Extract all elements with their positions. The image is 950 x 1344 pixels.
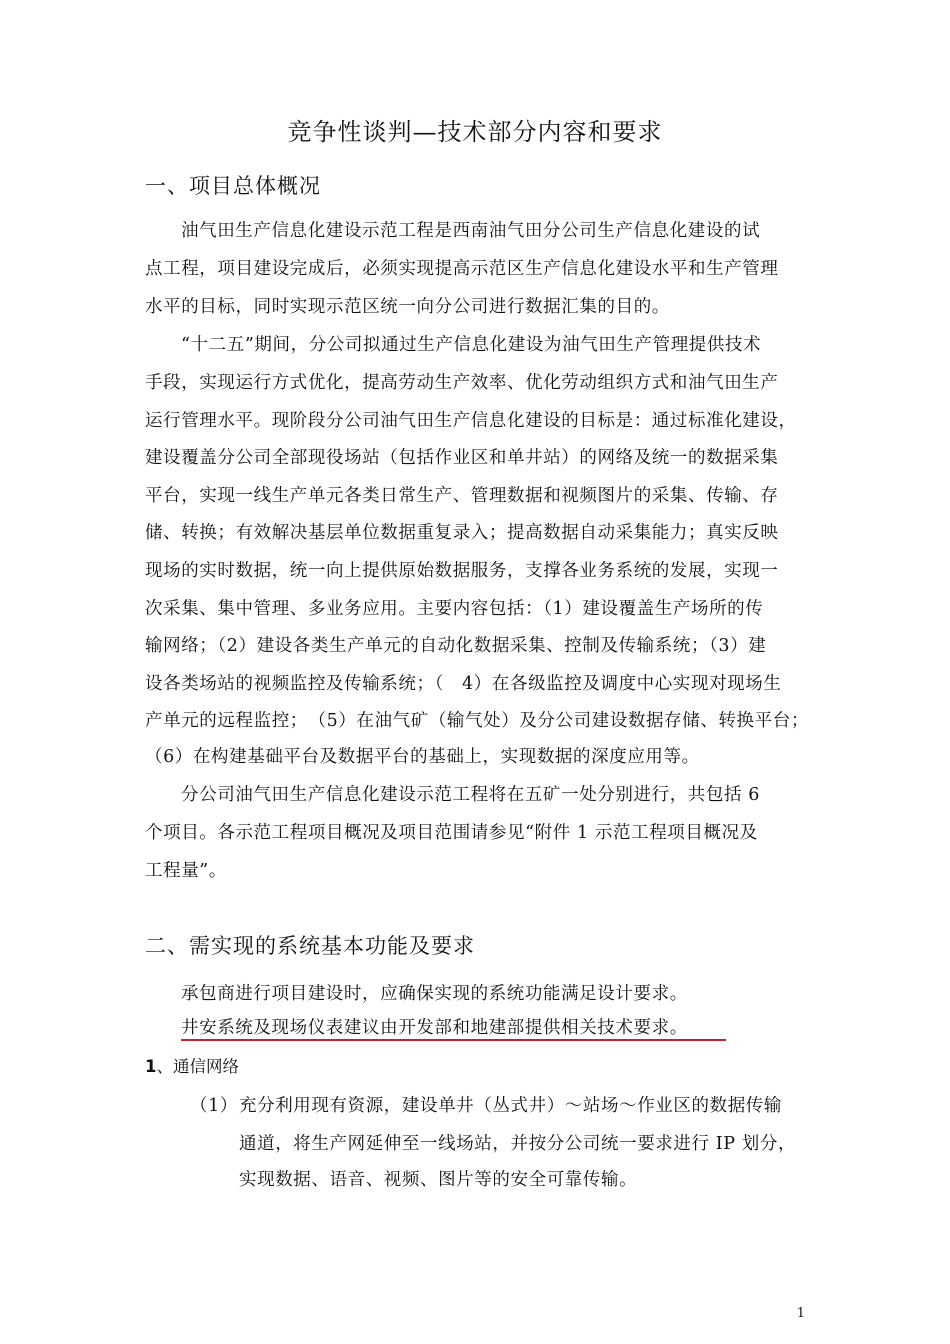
underlined-text: 井安系统及现场仪表建议由开发部和地建部提供相关技术要求: [181, 1018, 670, 1038]
list-item-line: 通道，将生产网延伸至一线场站，并按分公司统一要求进行 IP 划分，: [239, 1134, 797, 1154]
list-item-line: 充分利用现有资源，建设单井（丛式井）～站场～作业区的数据传输: [239, 1096, 782, 1116]
paragraph-line: 个项目。各示范工程项目概况及项目范围请参见“附件 1 示范工程项目概况及: [145, 823, 758, 843]
paragraph-line: 储、转换；有效解决基层单位数据重复录入；提高数据自动采集能力；真实反映: [145, 523, 779, 543]
paragraph-line: 输网络；（2）建设各类生产单元的自动化数据采集、控制及传输系统；（3）建: [145, 636, 767, 656]
paragraph-line: 运行管理水平。现阶段分公司油气田生产信息化建设的目标是：通过标准化建设，: [145, 411, 797, 431]
paragraph-line: 设各类场站的视频监控及传输系统；（ 4）在各级监控及调度中心实现对现场生: [145, 674, 782, 694]
list-item-number: （1）: [190, 1096, 238, 1116]
subsection-title: 、通信网络: [156, 1057, 239, 1076]
paragraph-line: （6）在构建基础平台及数据平台的基础上，实现数据的深度应用等。: [145, 747, 700, 767]
paragraph-line: 平台，实现一线生产单元各类日常生产、管理数据和视频图片的采集、传输、存: [145, 486, 779, 506]
paragraph-line: 建设覆盖分公司全部现役场站（包括作业区和单井站）的网络及统一的数据采集: [145, 448, 779, 468]
page-number: 1: [796, 1306, 805, 1321]
subsection-heading: [145, 1056, 239, 1078]
paragraph-line: 分公司油气田生产信息化建设示范工程将在五矿一处分别进行，共包括 6: [181, 785, 760, 805]
paragraph-line: 工程量”。: [145, 861, 227, 881]
list-item-line: 实现数据、语音、视频、图片等的安全可靠传输。: [239, 1170, 638, 1190]
paragraph-line: 点工程，项目建设完成后，必须实现提高示范区生产信息化建设水平和生产管理: [145, 259, 779, 279]
red-underline-mark: [181, 1039, 726, 1041]
paragraph-line: 油气田生产信息化建设示范工程是西南油气田分公司生产信息化建设的试: [181, 221, 761, 241]
annotated-line: [181, 1016, 688, 1040]
section-2-heading: 二、需实现的系统基本功能及要求: [145, 934, 475, 958]
paragraph-line: 次采集、集中管理、多业务应用。主要内容包括：（1）建设覆盖生产场所的传: [145, 599, 764, 619]
paragraph-line: 水平的目标，同时实现示范区统一向分公司进行数据汇集的目的。: [145, 297, 670, 317]
section-1-heading: 一、项目总体概况: [145, 174, 321, 198]
paragraph-line: 现场的实时数据，统一向上提供原始数据服务，支撑各业务系统的发展，实现一: [145, 561, 779, 581]
paragraph-line: 产单元的远程监控； （5）在油气矿（输气处）及分公司建设数据存储、转换平台；: [145, 711, 809, 731]
paragraph-line: “十二五”期间，分公司拟通过生产信息化建设为油气田生产管理提供技术: [181, 335, 762, 355]
line-end-punctuation: 。: [669, 1018, 688, 1038]
subsection-number: 1: [145, 1057, 157, 1076]
paragraph-line: 手段，实现运行方式优化，提高劳动生产效率、优化劳动组织方式和油气田生产: [145, 373, 779, 393]
paragraph-line: 承包商进行项目建设时，应确保实现的系统功能满足设计要求。: [181, 984, 688, 1004]
document-title: 竞争性谈判—技术部分内容和要求: [287, 118, 663, 146]
